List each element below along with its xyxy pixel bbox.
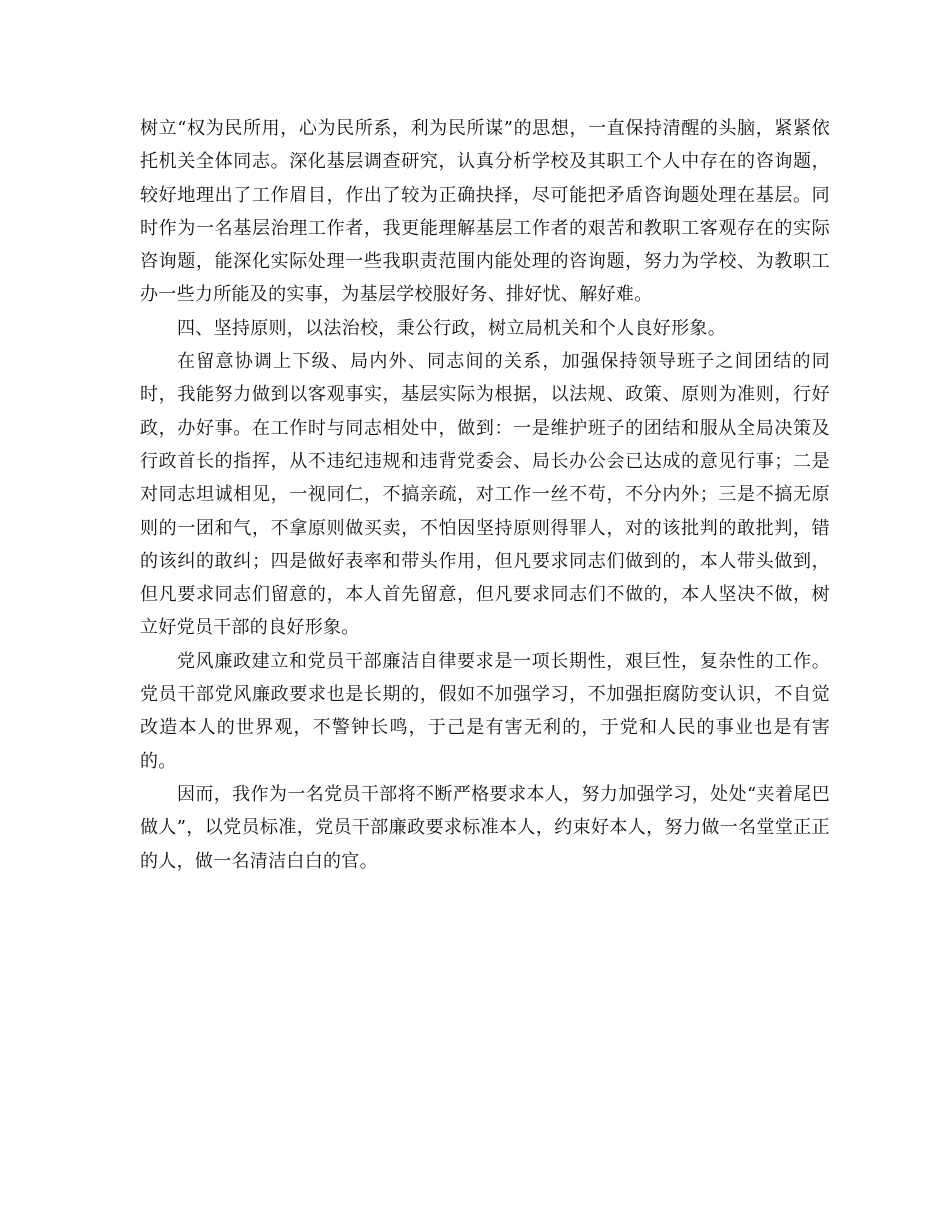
- paragraph-4: 党风廉政建立和党员干部廉洁自律要求是一项长期性，艰巨性，复杂性的工作。党员干部党风廉政要求也是长期的，假如不加强学习，不加强拒腐防变认识，不自觉改造本人的世界观，不警钟长鸣，于己是有害无利的，于党和人民的事业也是有害的。: [140, 650, 830, 772]
- paragraph-2-heading: 四、坚持原则，以法治校，秉公行政，树立局机关和个人良好形象。: [177, 317, 726, 339]
- paragraph-5: 因而，我作为一名党员干部将不断严格要求本人，努力加强学习，处处“夹着尾巴做人”，以党员标准，党员干部廉政要求标准本人，约束好本人，努力做一名堂堂正正的人，做一名清洁白白的官。: [140, 783, 830, 872]
- body-text: [140, 112, 830, 878]
- paragraph-1: 树立“权为民所用，心为民所系，利为民所谋”的思想，一直保持清醒的头脑，紧紧依托机关全体同志。深化基层调查研究，认真分析学校及其职工个人中存在的咨询题，较好地理出了工作眉目，作出了较为正确抉择，尽可能把矛盾咨询题处理在基层。同时作为一名基层治理工作者，我更能理解基层工作者的艰苦和教职工客观存在的实际咨询题，能深化实际处理一些我职责范围内能处理的咨询题，努力为学校、为教职工办一些力所能及的实事，为基层学校服好务、排好忧、解好难。: [140, 118, 830, 306]
- paragraph-3: 在留意协调上下级、局内外、同志间的关系，加强保持领导班子之间团结的同时，我能努力做到以客观事实，基层实际为根据，以法规、政策、原则为准则，行好政，办好事。在工作时与同志相处中，做到：一是维护班子的团结和服从全局决策及行政首长的指挥，从不违纪违规和违背党委会、局长办公会已达成的意见行事；二是对同志坦诚相见，一视同仁，不搞亲疏，对工作一丝不苟，不分内外；三是不搞无原则的一团和气，不拿原则做买卖，不怕因坚持原则得罪人，对的该批判的敢批判，错的该纠的敢纠；四是做好表率和带头作用，但凡要求同志们做到的，本人带头做到，但凡要求同志们留意的，本人首先留意，但凡要求同志们不做的，本人坚决不做，树立好党员干部的良好形象。: [140, 351, 830, 639]
